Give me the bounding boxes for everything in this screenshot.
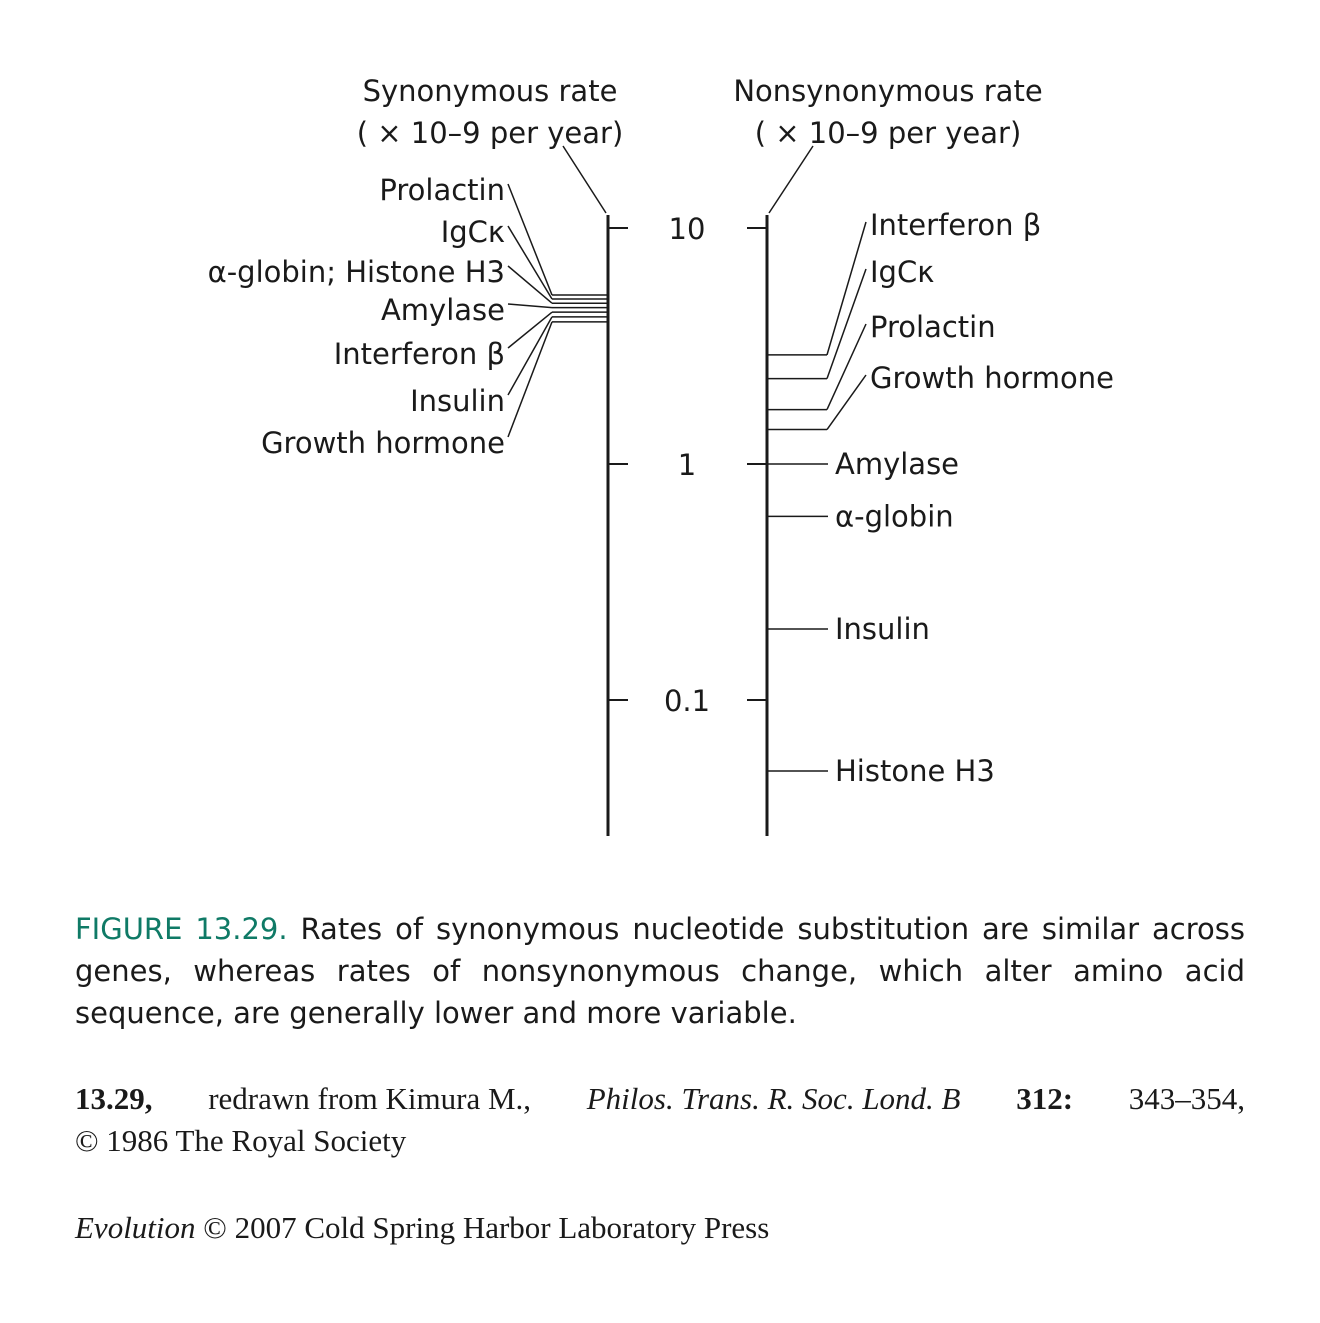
credit-journal: Philos. Trans. R. Soc. Lond. B <box>586 1081 961 1116</box>
nonsynonymous-label-igc: IgCκ <box>870 255 935 289</box>
caption-text: Rates of synonymous nucleotide substitution are similar across genes, whereas rates of nonsynonymous change, which alter amino acid sequence, are generally lower and more variable. <box>75 912 1245 1030</box>
nonsynonymous-leader-interferon <box>827 222 866 355</box>
synonymous-leader-amylase <box>508 304 552 308</box>
figure-label: FIGURE 13.29. <box>75 912 288 946</box>
footer-rest: © 2007 Cold Spring Harbor Laboratory Press <box>203 1210 770 1245</box>
synonymous-label-insulin: Insulin <box>410 384 505 418</box>
credit-redrawn: redrawn from Kimura M., <box>208 1081 532 1116</box>
synonymous-title-leader <box>563 146 606 213</box>
synonymous-leader-insulin <box>508 317 552 395</box>
synonymous-label-globin-histone-h3: α-globin; Histone H3 <box>207 255 505 289</box>
figure-caption <box>75 908 1245 1034</box>
synonymous-leader-globin-histone-h3 <box>508 266 552 303</box>
credit-copyright: © 1986 The Royal Society <box>75 1123 407 1158</box>
axis-unit-synonymous-rate: ( × 10–9 per year) <box>356 116 624 150</box>
synonymous-leader-prolactin <box>508 184 552 295</box>
synonymous-label-growth-hormone: Growth hormone <box>261 426 505 460</box>
synonymous-label-prolactin: Prolactin <box>379 173 505 207</box>
axis-title-nonsynonymous-rate: Nonsynonymous rate <box>733 74 1043 108</box>
nonsynonymous-title-leader <box>769 146 813 213</box>
nonsynonymous-label-interferon: Interferon β <box>870 208 1042 242</box>
nonsynonymous-label-growth-hormone: Growth hormone <box>870 361 1114 395</box>
nonsynonymous-label-globin: α-globin <box>835 499 954 534</box>
nonsynonymous-leader-igc <box>827 269 866 379</box>
nonsynonymous-leader-growth-hormone <box>827 375 866 430</box>
synonymous-label-amylase: Amylase <box>380 293 505 327</box>
synonymous-leader-igc <box>508 226 552 299</box>
credit-pages: 343–354, <box>1128 1081 1245 1116</box>
synonymous-label-igc: IgCκ <box>440 215 505 249</box>
tick-label: 10 <box>668 212 706 246</box>
nonsynonymous-label-insulin: Insulin <box>835 611 930 646</box>
synonymous-label-interferon: Interferon β <box>333 337 505 371</box>
nonsynonymous-label-histone-h3: Histone H3 <box>835 754 995 789</box>
book-footer <box>75 1207 1245 1249</box>
nonsynonymous-label-prolactin: Prolactin <box>870 310 996 344</box>
footer-book: Evolution <box>75 1210 196 1245</box>
tick-label: 0.1 <box>663 684 711 718</box>
tick-label: 1 <box>677 448 697 482</box>
synonymous-leader-growth-hormone <box>508 322 552 437</box>
credit-number: 13.29, <box>75 1081 153 1116</box>
credit-volume: 312: <box>1016 1081 1074 1116</box>
nonsynonymous-label-amylase: Amylase <box>835 447 960 481</box>
source-credit-line-1 <box>75 1078 1245 1120</box>
source-credit <box>75 1078 1245 1162</box>
axis-unit-nonsynonymous-rate: ( × 10–9 per year) <box>754 116 1022 150</box>
axis-title-synonymous-rate: Synonymous rate <box>362 74 618 108</box>
